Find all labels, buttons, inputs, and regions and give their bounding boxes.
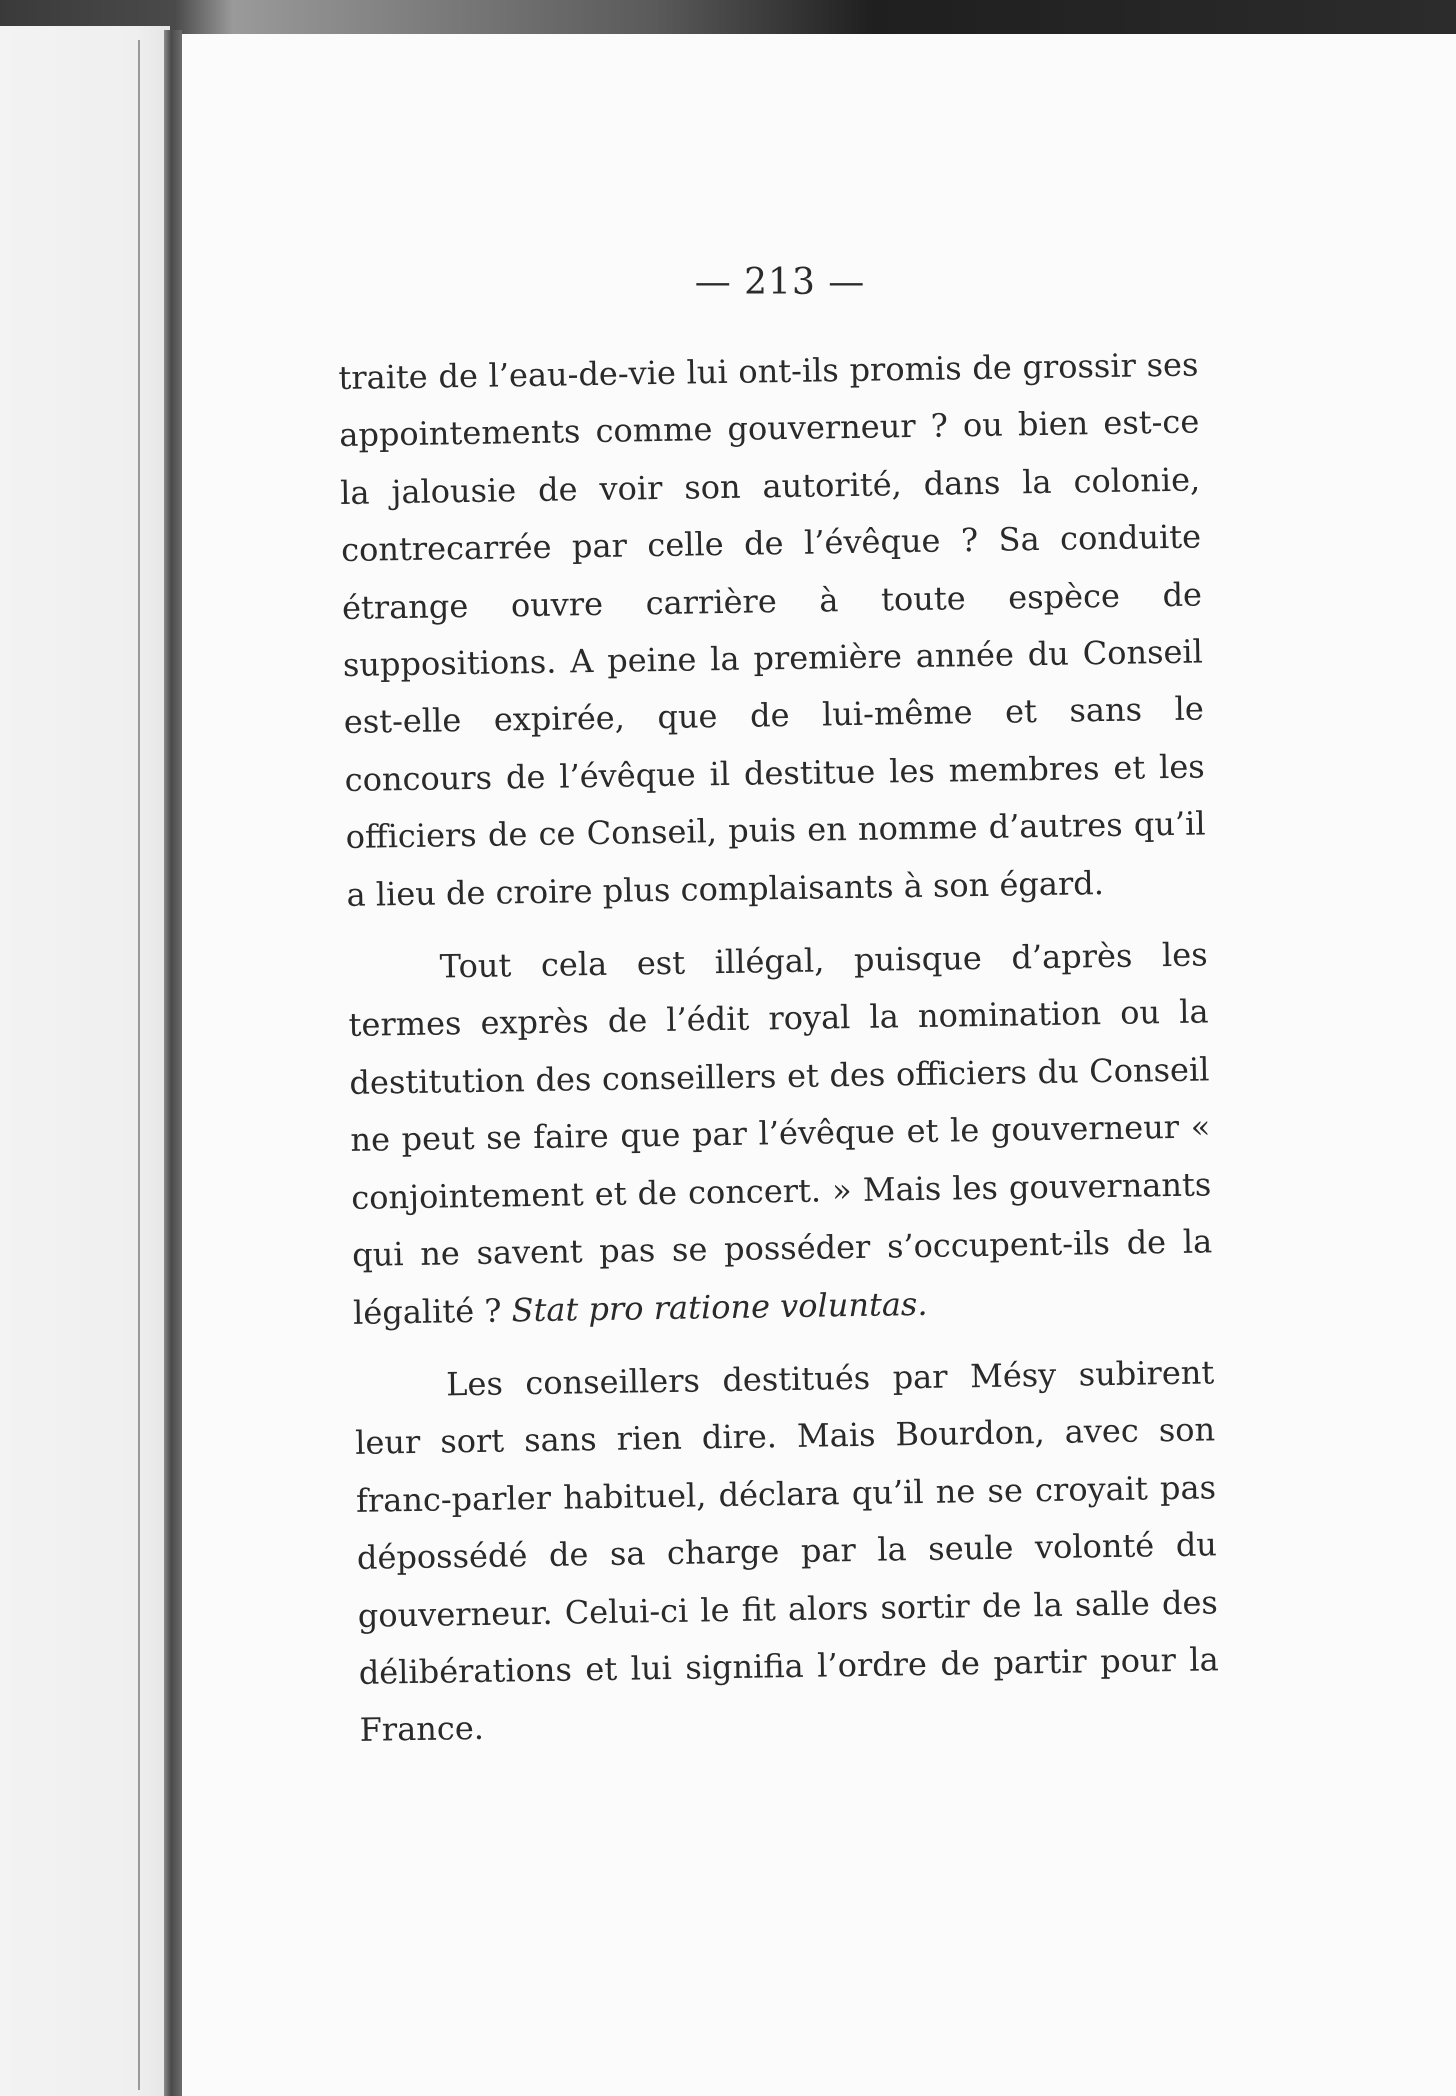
paragraph-1	[338, 336, 1207, 924]
paragraph-3	[354, 1344, 1220, 1759]
book-gutter	[164, 30, 182, 2096]
latin-quote: Stat pro ratione voluntas.	[511, 1284, 928, 1329]
gutter-shadow-line	[138, 40, 140, 2090]
facing-page-edge	[0, 26, 170, 2096]
paragraph-1-text: traite de l’eau-de-vie lui ont-ils promis de grossir ses appointements comme gouverneur ? ou bien est-ce la jalousie de voir son autorité, dans la colonie, contrecarrée par celle de l’évêque ? Sa conduite étrange ouvre carrière à toute espèce de suppositions. A peine la première année du Conseil est-elle expirée, que de lui-même et sans le concours de l’évêque il destitue les membres et les officiers de ce Conseil, puis en nomme d’autres qu’il a lieu de croire plus complaisants à son égard.	[338, 345, 1206, 914]
paragraph-2	[347, 926, 1213, 1341]
paragraph-3-text: Les conseillers destitués par Mésy subirent leur sort sans rien dire. Mais Bourdon, avec son franc-parler habituel, déclara qu’il ne se croyait pas dépossédé de sa charge par la seule volonté du gouverneur. Celui-ci le fit alors sortir de la salle des délibérations et lui signifia l’ordre de partir pour la France.	[354, 1353, 1219, 1750]
page-number: — 213 —	[694, 262, 866, 303]
page-body	[338, 336, 1220, 1775]
paragraph-2-text: Tout cela est illégal, puisque d’après les termes exprès de l’édit royal la nomination ou la destitution des conseillers et des officiers du Conseil ne peut se faire que par l’évêque et le gouverneur « conjointement et de concert. » Mais les gouvernants qui ne savent pas se posséder s’occupent-ils de la légalité ?	[348, 935, 1213, 1332]
